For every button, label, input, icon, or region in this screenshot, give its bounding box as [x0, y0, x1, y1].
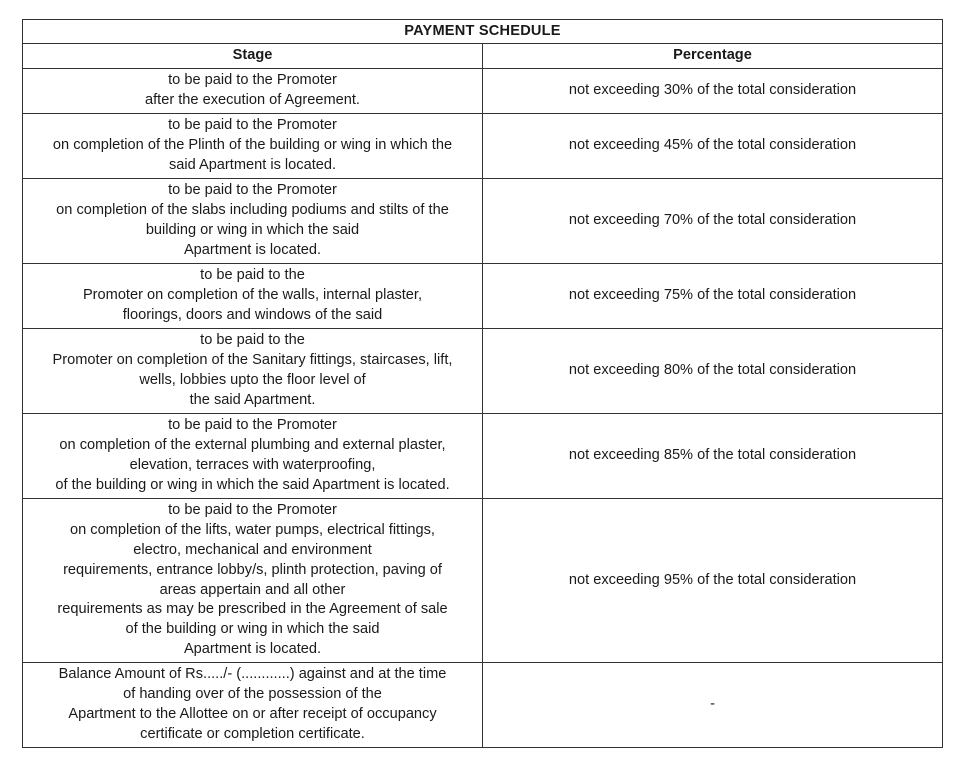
header-row: [23, 44, 943, 69]
stage-cell: [23, 179, 483, 264]
stage-line: to be paid to the Promoter: [168, 182, 337, 199]
stage-line: on completion of the Plinth of the building or wing in which the: [52, 137, 453, 154]
table-row: [23, 414, 943, 499]
table-row: [23, 179, 943, 264]
stage-line: Apartment is located.: [183, 241, 322, 258]
percentage-column-header: Percentage: [483, 44, 943, 69]
stage-line: Promoter on completion of the Sanitary fittings, staircases, lift,: [52, 352, 453, 369]
stage-line: of handing over of the possession of the: [123, 686, 382, 703]
stage-line: elevation, terraces with waterproofing,: [129, 457, 376, 473]
table-row: [23, 264, 943, 329]
stage-line: Apartment is located.: [183, 641, 322, 658]
stage-line: of the building or wing in which the said Apartment is located.: [55, 476, 450, 493]
percentage-cell: not exceeding 45% of the total consideration: [483, 114, 943, 179]
table-row: [23, 114, 943, 179]
stage-cell: [23, 114, 483, 179]
stage-cell: [23, 69, 483, 114]
table-row: [23, 663, 943, 748]
stage-line: electro, mechanical and environment: [133, 541, 372, 558]
percentage-cell: not exceeding 75% of the total consideration: [483, 264, 943, 329]
stage-line: floorings, doors and windows of the said: [122, 306, 383, 323]
stage-line: of the building or wing in which the said: [125, 621, 380, 638]
table-row: [23, 69, 943, 114]
stage-cell: [23, 264, 483, 329]
stage-line: to be paid to the Promoter: [168, 501, 337, 518]
table-row: [23, 499, 943, 663]
stage-line: areas appertain and all other: [159, 581, 346, 598]
stage-cell: [23, 499, 483, 663]
stage-line: Promoter on completion of the walls, internal plaster,: [82, 287, 423, 304]
stage-line: requirements as may be prescribed in the Agreement of sale: [57, 601, 448, 618]
stage-line: said Apartment is located.: [168, 156, 337, 173]
stage-line: to be paid to the Promoter: [168, 417, 337, 434]
stage-column-header: Stage: [23, 44, 483, 69]
stage-line: to be paid to the Promoter: [168, 117, 337, 134]
payment-schedule-table: [22, 19, 943, 748]
percentage-cell: not exceeding 70% of the total consideration: [483, 179, 943, 264]
table-row: [23, 329, 943, 414]
stage-line: wells, lobbies upto the floor level of: [139, 372, 366, 388]
stage-line: on completion of the external plumbing and external plaster,: [59, 437, 446, 454]
stage-line: building or wing in which the said: [145, 222, 360, 238]
stage-line: the said Apartment.: [189, 391, 316, 408]
stage-cell: [23, 663, 483, 748]
stage-line: Balance Amount of Rs...../- (............) against and at the time: [58, 666, 447, 683]
percentage-cell: not exceeding 80% of the total consideration: [483, 329, 943, 414]
percentage-cell: not exceeding 85% of the total consideration: [483, 414, 943, 499]
percentage-cell: not exceeding 30% of the total consideration: [483, 69, 943, 114]
stage-line: certificate or completion certificate.: [140, 725, 365, 742]
stage-line: after the execution of Agreement.: [145, 92, 360, 108]
title-row: [23, 20, 943, 44]
stage-line: on completion of the lifts, water pumps, electrical fittings,: [69, 521, 435, 538]
stage-line: requirements, entrance lobby/s, plinth protection, paving of: [63, 561, 442, 578]
stage-line: to be paid to the: [200, 267, 305, 284]
stage-cell: [23, 414, 483, 499]
stage-line: to be paid to the Promoter: [168, 72, 337, 89]
stage-line: Apartment to the Allottee on or after receipt of occupancy: [68, 706, 437, 722]
stage-line: to be paid to the: [200, 332, 305, 349]
percentage-cell: -: [483, 663, 943, 748]
table-title: PAYMENT SCHEDULE: [23, 20, 943, 44]
stage-line: on completion of the slabs including podiums and stilts of the: [56, 202, 449, 219]
percentage-cell: not exceeding 95% of the total consideration: [483, 499, 943, 663]
schedule-body: [23, 69, 943, 748]
stage-cell: [23, 329, 483, 414]
